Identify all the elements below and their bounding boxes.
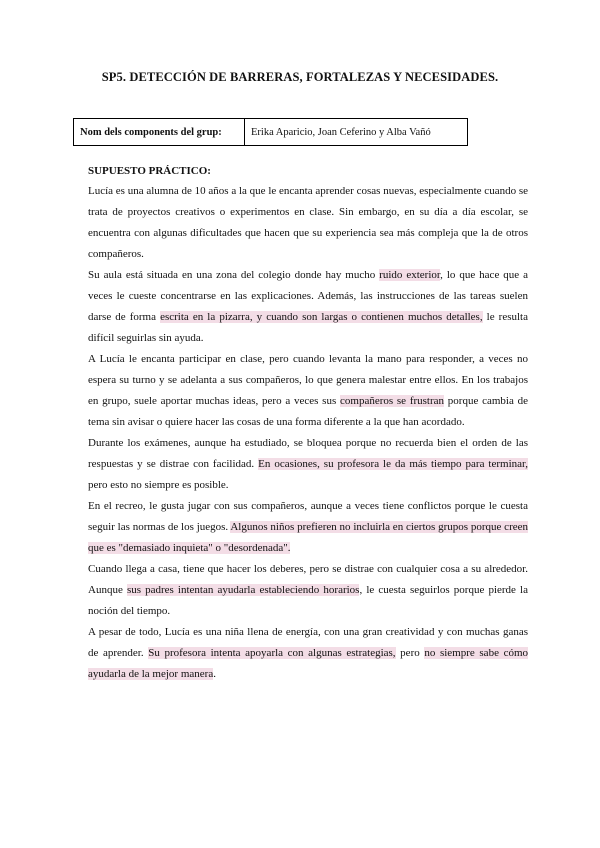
p4-text-1: Durante los exámenes, aunque ha estudiado, se bloquea porque no recuerda bien el orden de las respuestas y se distrae con facilidad. xyxy=(88,437,528,470)
page-title: SP5. DETECCIÓN DE BARRERAS, FORTALEZAS Y NECESIDADES. xyxy=(101,70,499,84)
p4-text-2: pero esto no siempre es posible. xyxy=(88,479,229,491)
members-label: Nom dels components del grup: xyxy=(74,119,245,146)
section-title: SUPUESTO PRÁCTICO: xyxy=(88,165,211,177)
members-value: Erika Aparicio, Joan Ceferino y Alba Vañó xyxy=(245,119,468,146)
p6-text-2: , le cuesta seguirlos porque pierde la noción del tiempo. xyxy=(88,584,528,617)
group-members-row xyxy=(74,119,468,146)
paragraph-4 xyxy=(88,433,528,496)
p3-text-2: porque cambia de tema sin avisar o quiere hacer las cosas de una forma diferente a la que han acordado. xyxy=(88,395,529,428)
p3-highlight-1: compañeros se frustran xyxy=(340,395,445,407)
paragraph-3 xyxy=(88,349,528,433)
paragraph-1 xyxy=(88,181,528,265)
p1-text: Lucía es una alumna de 10 años a la que le encanta aprender cosas nuevas, especialmente cuando se trata de proyectos creativos o experimentos en clase. Sin embargo, en su día a día escolar, se encuentra con algunas dificultades que hacen que su experiencia sea más compleja que la de otros compañeros. xyxy=(88,185,528,260)
p2-text-3: le resulta difícil seguirlas sin ayuda. xyxy=(88,311,528,344)
p2-text-2: , lo que hace que a veces le cueste concentrarse en las explicaciones. Además, las instrucciones de las tareas suelen darse de forma xyxy=(88,269,528,323)
p7-text-3: . xyxy=(213,668,216,680)
paragraph-5 xyxy=(88,496,528,559)
p7-highlight-1: Su profesora intenta apoyarla con algunas estrategias, xyxy=(148,647,396,659)
p7-text-1: A pesar de todo, Lucía es una niña llena de energía, con una gran creatividad y con muchas ganas de aprender. xyxy=(88,626,528,659)
group-members-table xyxy=(73,118,468,146)
p2-text-1: Su aula está situada en una zona del colegio donde hay mucho xyxy=(88,269,380,281)
p4-highlight-1: En ocasiones, su profesora le da más tiempo para terminar, xyxy=(258,458,528,470)
p7-text-2: pero xyxy=(395,647,425,659)
p5-text-1: En el recreo, le gusta jugar con sus compañeros, aunque a veces tiene conflictos porque le cuesta seguir las normas de los juegos. xyxy=(88,500,528,533)
paragraph-2 xyxy=(88,265,528,349)
p6-highlight-1: sus padres intentan ayudarla estableciendo horarios xyxy=(126,584,360,596)
p5-highlight-1: Algunos niños prefieren no incluirla en ciertos grupos porque creen que es "demasiado inquieta" o "desordenada". xyxy=(88,521,528,554)
p2-highlight-1: ruido exterior xyxy=(379,269,441,281)
paragraph-7 xyxy=(88,622,528,685)
p6-text-1: Cuando llega a casa, tiene que hacer los deberes, pero se distrae con cualquier cosa a su alrededor. Aunque xyxy=(88,563,528,596)
paragraph-6 xyxy=(88,559,528,622)
p2-highlight-2: escrita en la pizarra, y cuando son largas o contienen muchos detalles, xyxy=(160,311,483,323)
p3-text-1: A Lucía le encanta participar en clase, pero cuando levanta la mano para responder, a veces no espera su turno y se adelanta a sus compañeros, lo que genera malestar entre ellos. En los trabajos en grupo, suele aportar muchas ideas, pero a veces sus xyxy=(88,353,528,407)
case-study-text xyxy=(88,181,528,685)
p7-highlight-2: no siempre sabe cómo ayudarla de la mejor manera xyxy=(88,647,529,680)
